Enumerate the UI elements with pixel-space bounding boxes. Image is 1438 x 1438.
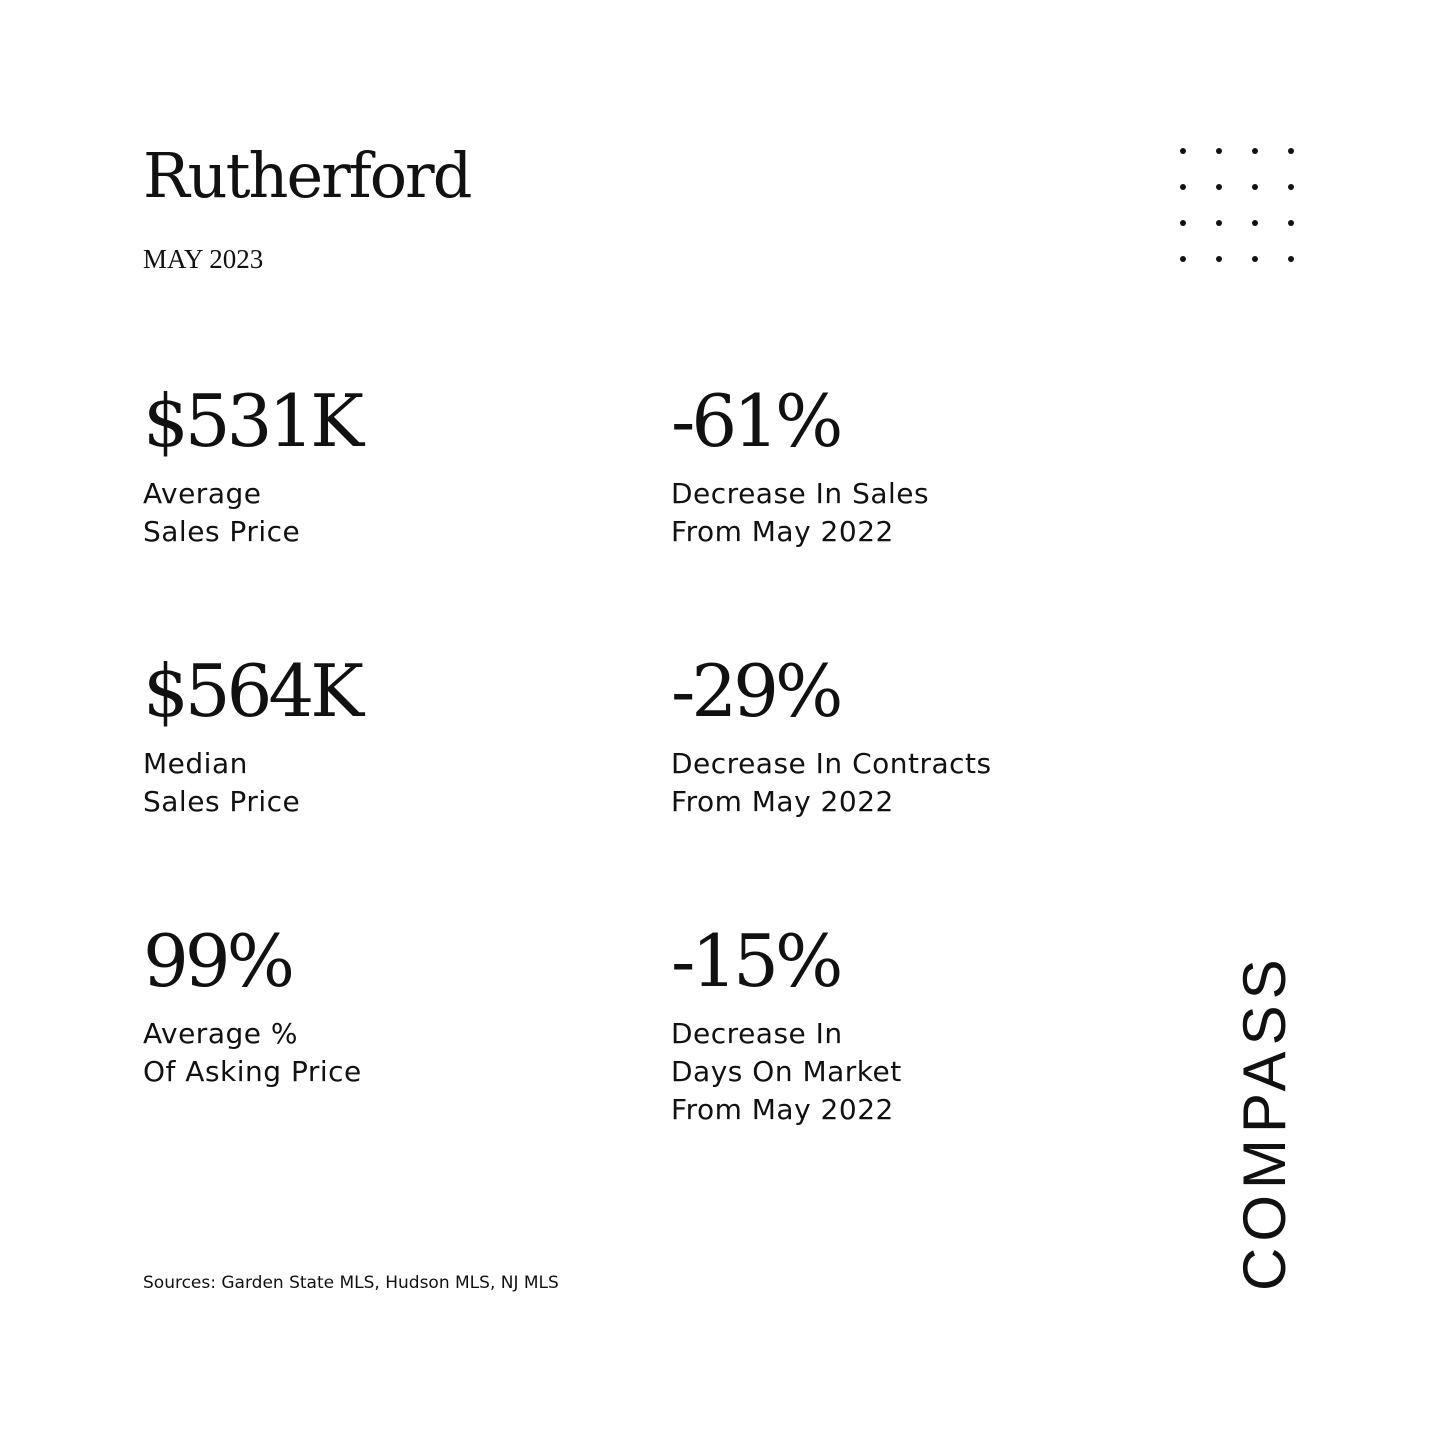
stat-label (671, 745, 992, 821)
stat-label-line: Average (143, 477, 262, 510)
stat-average-sales-price (143, 379, 361, 551)
stat-label-line: From May 2022 (671, 785, 894, 818)
stat-value: -15% (671, 919, 840, 1003)
stat-value: $564K (143, 649, 361, 733)
stat-label (143, 745, 360, 821)
stat-label-line: Of Asking Price (143, 1055, 362, 1088)
stat-label-line: From May 2022 (671, 1093, 894, 1126)
stat-value: -61% (671, 379, 840, 463)
sources-note: Sources: Garden State MLS, Hudson MLS, NJ MLS (143, 1273, 559, 1293)
page-title: Rutherford (143, 139, 471, 212)
stat-label-line: Decrease In Contracts (671, 747, 992, 780)
stat-label-line: Decrease In (671, 1017, 843, 1050)
report-period: MAY 2023 (143, 244, 264, 274)
dot-grid-icon (1172, 140, 1302, 270)
stat-value: -29% (671, 649, 840, 733)
stat-contracts-change (671, 649, 992, 821)
stat-label (671, 475, 929, 551)
stat-label-line: Median (143, 747, 248, 780)
stat-label-line: Sales Price (143, 785, 301, 818)
stat-value: $531K (143, 379, 361, 463)
stat-label (671, 1015, 902, 1129)
compass-logo-text: COMPASS (1231, 953, 1298, 1291)
compass-logo (1231, 953, 1298, 1295)
stat-value: 99% (143, 919, 292, 1003)
stat-label (143, 475, 360, 551)
stat-sales-change (671, 379, 930, 551)
stat-label (143, 1015, 362, 1091)
stat-median-sales-price (143, 649, 361, 821)
stat-label-line: Days On Market (671, 1055, 902, 1088)
stat-label-line: Decrease In Sales (671, 477, 930, 510)
stat-days-on-market-change (671, 919, 902, 1129)
stat-asking-price-ratio (143, 919, 362, 1091)
stat-label-line: Average % (143, 1017, 298, 1050)
stat-label-line: From May 2022 (671, 515, 894, 548)
stat-label-line: Sales Price (143, 515, 301, 548)
